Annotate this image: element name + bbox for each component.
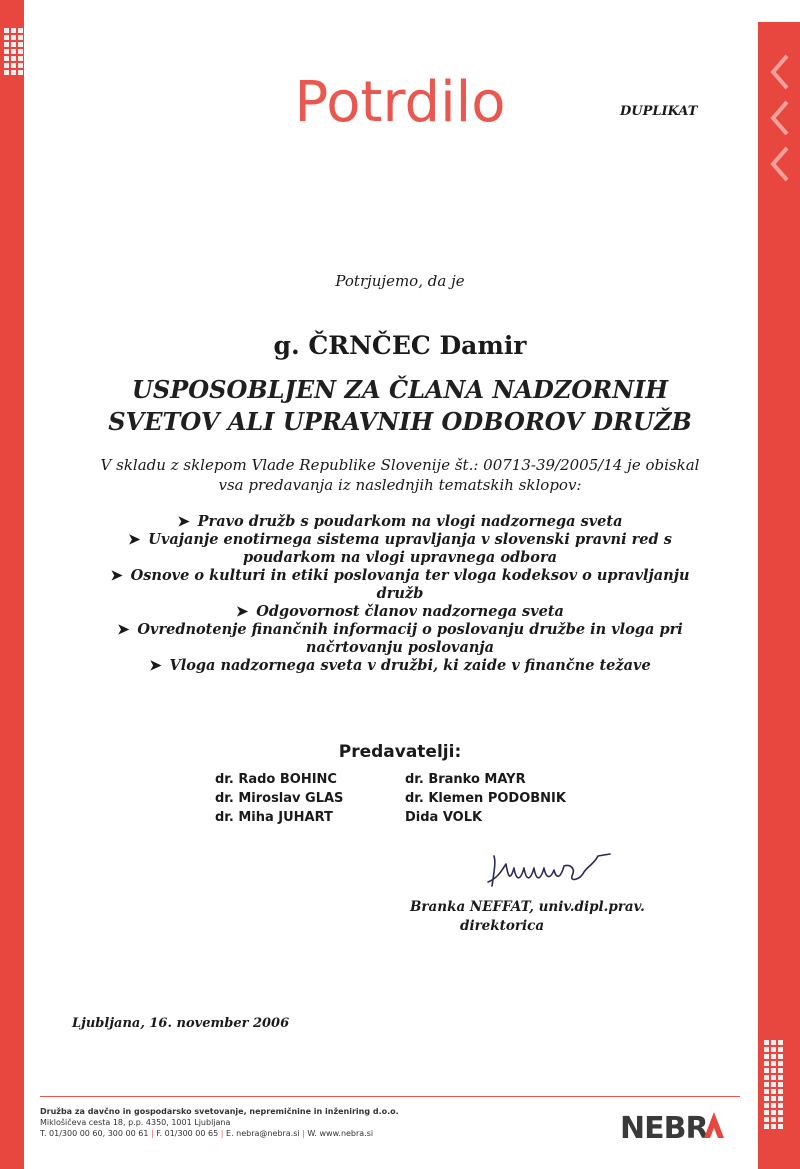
qualification-line: SVETOV ALI UPRAVNIH ODBOROV DRUŽB xyxy=(108,407,692,436)
lecturer-name: dr. Klemen PODOBNIK xyxy=(405,791,566,806)
lecturer-name: dr. Miha JUHART xyxy=(215,810,333,825)
signer-role: direktorica xyxy=(460,918,545,934)
nebra-logo-icon xyxy=(618,1108,730,1142)
lecturers-heading: Predavatelji: xyxy=(338,742,462,762)
topic-list xyxy=(90,513,710,675)
intro-line: vsa predavanja iz naslednjih tematskih sklopov: xyxy=(218,476,582,494)
handwritten-signature xyxy=(480,842,620,898)
left-red-stripe xyxy=(0,0,24,1169)
duplicate-stamp: DUPLIKAT xyxy=(620,104,698,119)
arrow-bullet-icon: ➤ xyxy=(117,621,130,638)
right-red-stripe xyxy=(758,22,800,1169)
right-dot-pattern-bottom xyxy=(764,1040,786,1129)
footer-separator: | xyxy=(220,1129,224,1138)
qualification-line: USPOSOBLJEN ZA ČLANA NADZORNIH xyxy=(131,375,669,404)
arrow-bullet-icon: ➤ xyxy=(177,513,190,530)
topic-text: Vloga nadzornega sveta v družbi, ki zaide v finančne težave xyxy=(169,657,651,674)
topic-text: Ovrednotenje finančnih informacij o poslovanju družbe in vloga pri načrtovanju poslovanja xyxy=(137,621,683,656)
arrow-bullet-icon: ➤ xyxy=(236,603,249,620)
place-and-date: Ljubljana, 16. november 2006 xyxy=(72,1016,290,1031)
arrow-bullet-icon: ➤ xyxy=(149,657,162,674)
footer-contact-line xyxy=(40,1128,600,1139)
topic-item xyxy=(90,657,710,675)
chevron-decoration-icon xyxy=(763,52,795,192)
left-dot-pattern-top xyxy=(4,28,26,75)
footer-address: Miklošičeva cesta 18, p.p. 4350, 1001 Ljubljana xyxy=(40,1118,231,1127)
arrow-bullet-icon: ➤ xyxy=(110,567,123,584)
signer-name: Branka NEFFAT, univ.dipl.prav. xyxy=(410,899,645,915)
certificate-title: Potrdilo xyxy=(294,70,506,135)
footer-phone: T. 01/300 00 60, 300 00 61 xyxy=(40,1129,149,1138)
confirm-text: Potrjujemo, da je xyxy=(335,272,465,290)
footer-company-name: Družba za davčno in gospodarsko svetovanje, nepremičnine in inženiring d.o.o. xyxy=(40,1107,399,1116)
topic-text: Uvajanje enotirnega sistema upravljanja v slovenski pravni red s poudarkom na vlogi upravnega odbora xyxy=(148,531,672,566)
topic-item xyxy=(90,513,710,531)
lecturers-right-column xyxy=(405,770,635,827)
footer-separator: | xyxy=(150,1129,154,1138)
intro-line: V skladu z sklepom Vlade Republike Slovenije št.: 00713-39/2005/14 je obiskal xyxy=(100,456,700,474)
topic-text: Osnove o kulturi in etiki poslovanja ter vloga kodeksov o upravljanju družb xyxy=(130,567,690,602)
topic-item xyxy=(90,531,710,567)
lecturer-name: Dida VOLK xyxy=(405,810,483,825)
intro-paragraph xyxy=(90,455,710,495)
footer-fax: F. 01/300 00 65 xyxy=(156,1129,219,1138)
footer-email: E. nebra@nebra.si xyxy=(226,1129,300,1138)
lecturers-left-column xyxy=(215,770,390,827)
topic-text: Odgovornost članov nadzornega sveta xyxy=(256,603,564,620)
qualification-heading xyxy=(60,374,740,438)
topic-text: Pravo družb s poudarkom na vlogi nadzornega sveta xyxy=(197,513,623,530)
arrow-bullet-icon: ➤ xyxy=(128,531,141,548)
lecturer-name: dr. Rado BOHINC xyxy=(215,772,337,787)
footer-separator: | xyxy=(302,1129,305,1138)
svg-text:NEBR: NEBR xyxy=(620,1111,708,1142)
topic-item xyxy=(90,621,710,657)
lecturer-name: dr. Branko MAYR xyxy=(405,772,526,787)
topic-item xyxy=(90,603,710,621)
topic-item xyxy=(90,567,710,603)
footer-contact-block xyxy=(40,1106,600,1139)
lecturer-name: dr. Miroslav GLAS xyxy=(215,791,344,806)
footer-divider xyxy=(40,1096,740,1097)
recipient-name: g. ČRNČEC Damir xyxy=(273,331,527,360)
signer-block xyxy=(410,898,690,936)
footer-web: W. www.nebra.si xyxy=(307,1129,374,1138)
